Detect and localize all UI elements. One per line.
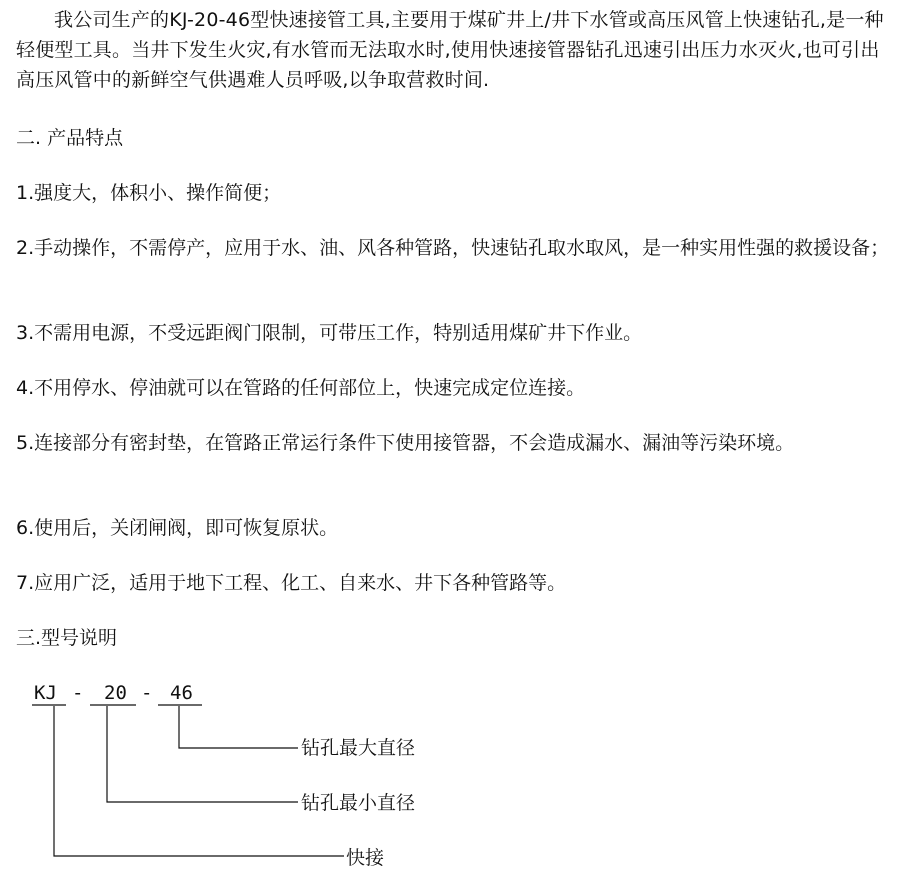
leader-min-diameter (107, 706, 298, 802)
code-part-kj: KJ (34, 682, 57, 704)
label-min-diameter: 钻孔最小直径 (301, 792, 416, 814)
feature-item-4: 4.不用停水、停油就可以在管路的任何部位上，快速完成定位连接。 (16, 377, 586, 399)
code-part-46: 46 (170, 682, 193, 704)
leader-quick-connect (54, 706, 344, 856)
feature-item-7: 7.应用广泛，适用于地下工程、化工、自来水、井下各种管路等。 (16, 572, 567, 594)
model-heading: 三.型号说明 (16, 627, 118, 649)
feature-item-1: 1.强度大，体积小、操作简便； (16, 182, 282, 204)
intro-paragraph: 我公司生产的KJ-20-46型快速接管工具,主要用于煤矿井上/井下水管或高压风管上快速钻孔,是一种轻便型工具。当井下发生火灾,有水管而无法取水时,使用快速接管器钻孔迅速引出压力水灭火,也可引出高压风管中的新鲜空气供遇难人员呼吸,以争取营救时间. (16, 9, 884, 91)
feature-item-5: 5.连接部分有密封垫，在管路正常运行条件下使用接管器，不会造成漏水、漏油等污染环境。 (16, 432, 795, 454)
code-separator-2: - (141, 682, 153, 704)
feature-item-3: 3.不需用电源，不受远距阀门限制，可带压工作，特别适用煤矿井下作业。 (16, 322, 643, 344)
label-quick-connect: 快接 (346, 847, 385, 869)
label-max-diameter: 钻孔最大直径 (301, 737, 416, 759)
code-part-20: 20 (104, 682, 127, 704)
code-separator-1: - (72, 682, 84, 704)
feature-item-2: 2.手动操作，不需停产，应用于水、油、风各种管路，快速钻孔取水取风，是一种实用性强的救援设备； (16, 237, 890, 259)
model-code-diagram (0, 670, 916, 887)
leader-max-diameter (179, 706, 298, 748)
feature-item-6: 6.使用后，关闭闸阀，即可恢复原状。 (16, 517, 339, 539)
features-heading: 二. 产品特点 (16, 127, 124, 149)
